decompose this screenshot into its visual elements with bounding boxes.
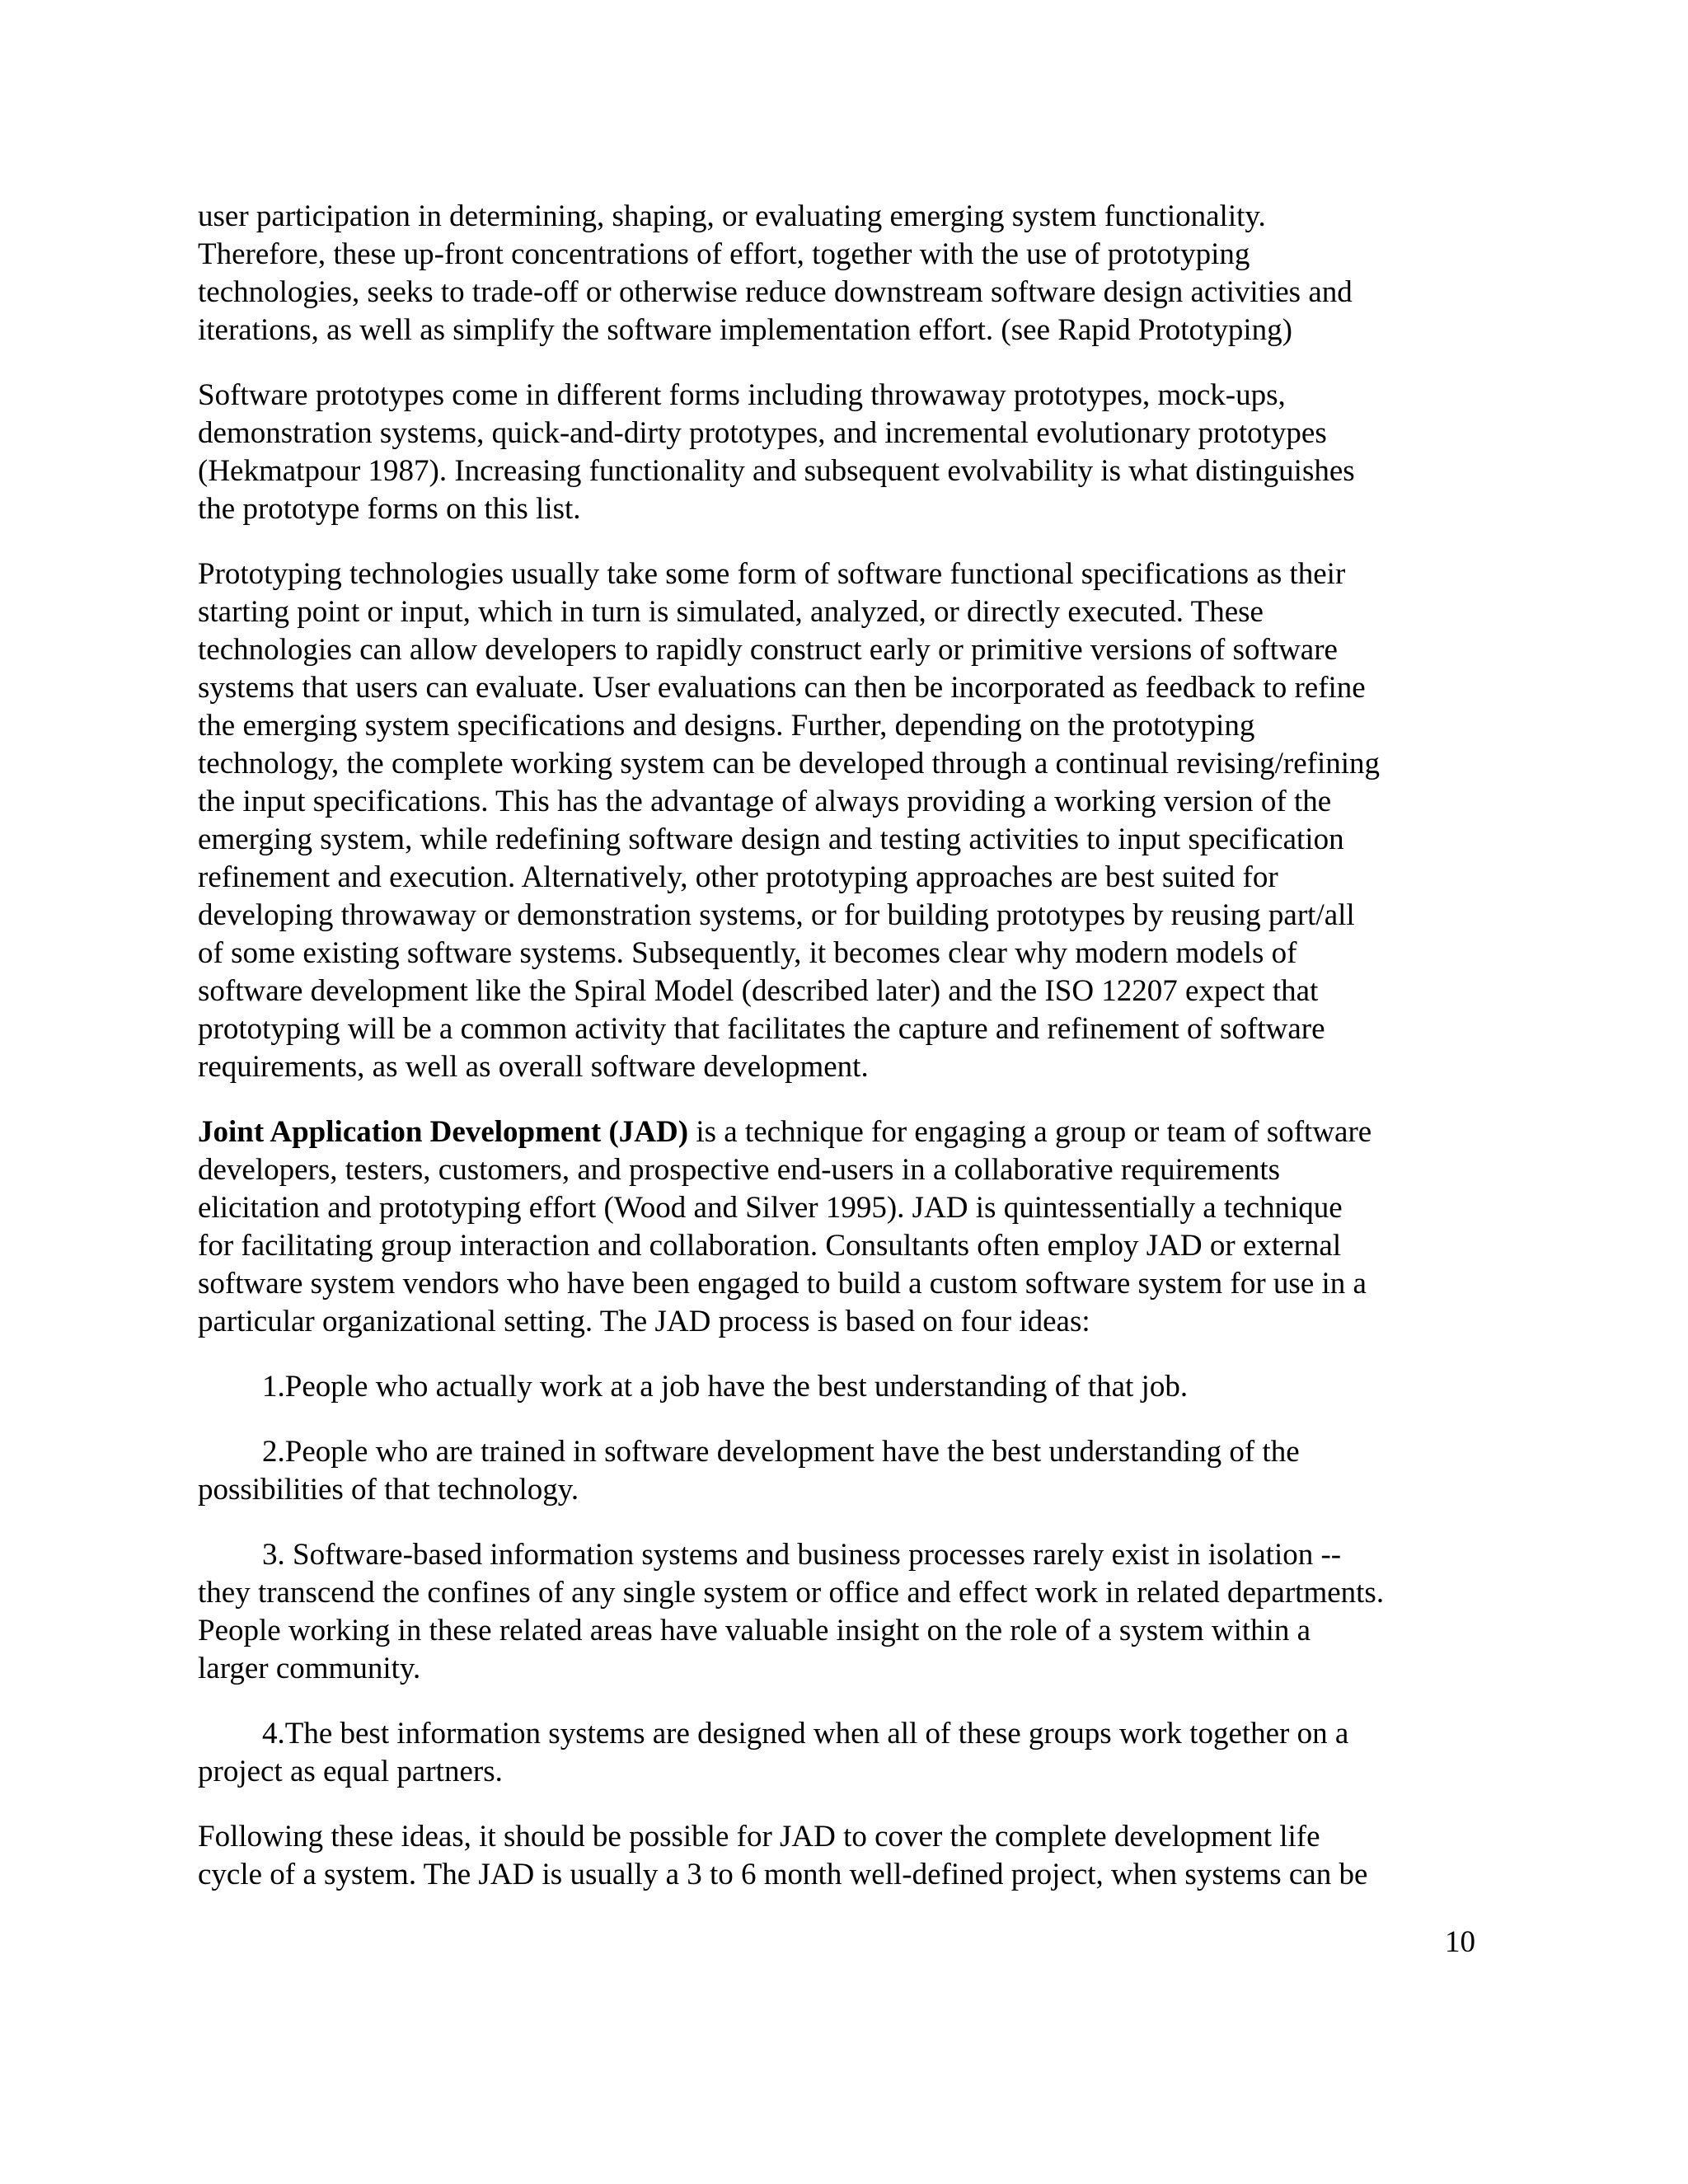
- paragraph-user-participation: [198, 198, 1500, 349]
- page-number: 10: [1445, 1925, 1475, 1959]
- paragraph-following-ideas: [198, 1818, 1500, 1894]
- paragraph-jad: [198, 1113, 1500, 1341]
- text-line: Prototyping technologies usually take some form of software functional specifications as their: [198, 557, 1346, 591]
- text-line: Following these ideas, it should be possible for JAD to cover the complete development life: [198, 1820, 1320, 1854]
- text-line: the emerging system specifications and designs. Further, depending on the prototyping: [198, 709, 1255, 743]
- jad-intro-text: is a technique for engaging a group or team of software: [688, 1115, 1372, 1149]
- text-line: People working in these related areas have valuable insight on the role of a system within a: [198, 1614, 1311, 1647]
- text-line: software development like the Spiral Model (described later) and the ISO 12207 expect that: [198, 974, 1319, 1008]
- text-line: Therefore, these up-front concentrations of effort, together with the use of prototyping: [198, 237, 1250, 271]
- text-line: larger community.: [198, 1652, 421, 1685]
- text-line: 3. Software-based information systems and business processes rarely exist in isolation --: [262, 1538, 1342, 1572]
- jad-term: Joint Application Development (JAD): [198, 1115, 689, 1149]
- text-line: requirements, as well as overall software development.: [198, 1050, 869, 1084]
- text-line: technology, the complete working system can be developed through a continual revising/refining: [198, 747, 1381, 780]
- list-item-2: [198, 1433, 1500, 1509]
- list-item-1: [198, 1368, 1500, 1406]
- text-line: software system vendors who have been engaged to build a custom software system for use in a: [198, 1267, 1367, 1301]
- text-line: iterations, as well as simplify the software implementation effort. (see Rapid Prototyping): [198, 313, 1292, 347]
- text-line: technologies can allow developers to rapidly construct early or primitive versions of software: [198, 633, 1338, 667]
- text-line: 2.People who are trained in software development have the best understanding of the: [262, 1435, 1300, 1469]
- text-line: the prototype forms on this list.: [198, 492, 581, 526]
- text-line: starting point or input, which in turn is simulated, analyzed, or directly executed. These: [198, 595, 1264, 629]
- text-line: of some existing software systems. Subsequently, it becomes clear why modern models of: [198, 936, 1297, 970]
- paragraph-prototype-forms: [198, 377, 1500, 528]
- text-line: for facilitating group interaction and collaboration. Consultants often employ JAD or external: [198, 1229, 1342, 1263]
- text-line: (Hekmatpour 1987). Increasing functionality and subsequent evolvability is what distinguishes: [198, 454, 1355, 488]
- text-line: user participation in determining, shaping, or evaluating emerging system functionality.: [198, 199, 1266, 233]
- text-line: systems that users can evaluate. User evaluations can then be incorporated as feedback to refine: [198, 671, 1366, 705]
- document-page: [198, 198, 1500, 1921]
- paragraph-prototyping-technologies: [198, 555, 1500, 1086]
- text-line: prototyping will be a common activity that facilitates the capture and refinement of software: [198, 1012, 1325, 1046]
- text-line: [198, 1113, 1500, 1151]
- text-line: possibilities of that technology.: [198, 1473, 579, 1507]
- text-line: developing throwaway or demonstration systems, or for building prototypes by reusing part/all: [198, 898, 1355, 932]
- text-line: refinement and execution. Alternatively, other prototyping approaches are best suited for: [198, 860, 1278, 894]
- text-line: project as equal partners.: [198, 1755, 503, 1788]
- text-line: Software prototypes come in different forms including throwaway prototypes, mock-ups,: [198, 378, 1286, 412]
- text-line: the input specifications. This has the advantage of always providing a working version of the: [198, 785, 1332, 818]
- text-line: emerging system, while redefining software design and testing activities to input specification: [198, 823, 1344, 856]
- text-line: they transcend the confines of any single system or office and effect work in related departments.: [198, 1576, 1385, 1610]
- text-line: 4.The best information systems are designed when all of these groups work together on a: [262, 1717, 1349, 1750]
- text-line: cycle of a system. The JAD is usually a 3 to 6 month well-defined project, when systems can be: [198, 1858, 1368, 1891]
- text-line: developers, testers, customers, and prospective end-users in a collaborative requirements: [198, 1153, 1281, 1187]
- text-line: demonstration systems, quick-and-dirty prototypes, and incremental evolutionary prototypes: [198, 416, 1327, 450]
- text-line: elicitation and prototyping effort (Wood and Silver 1995). JAD is quintessentially a technique: [198, 1191, 1343, 1225]
- list-item-3: [198, 1536, 1500, 1688]
- text-line: technologies, seeks to trade-off or otherwise reduce downstream software design activities and: [198, 275, 1353, 309]
- list-item-4: [198, 1715, 1500, 1791]
- text-line: particular organizational setting. The JAD process is based on four ideas:: [198, 1305, 1090, 1338]
- text-line: 1.People who actually work at a job have the best understanding of that job.: [262, 1370, 1189, 1404]
